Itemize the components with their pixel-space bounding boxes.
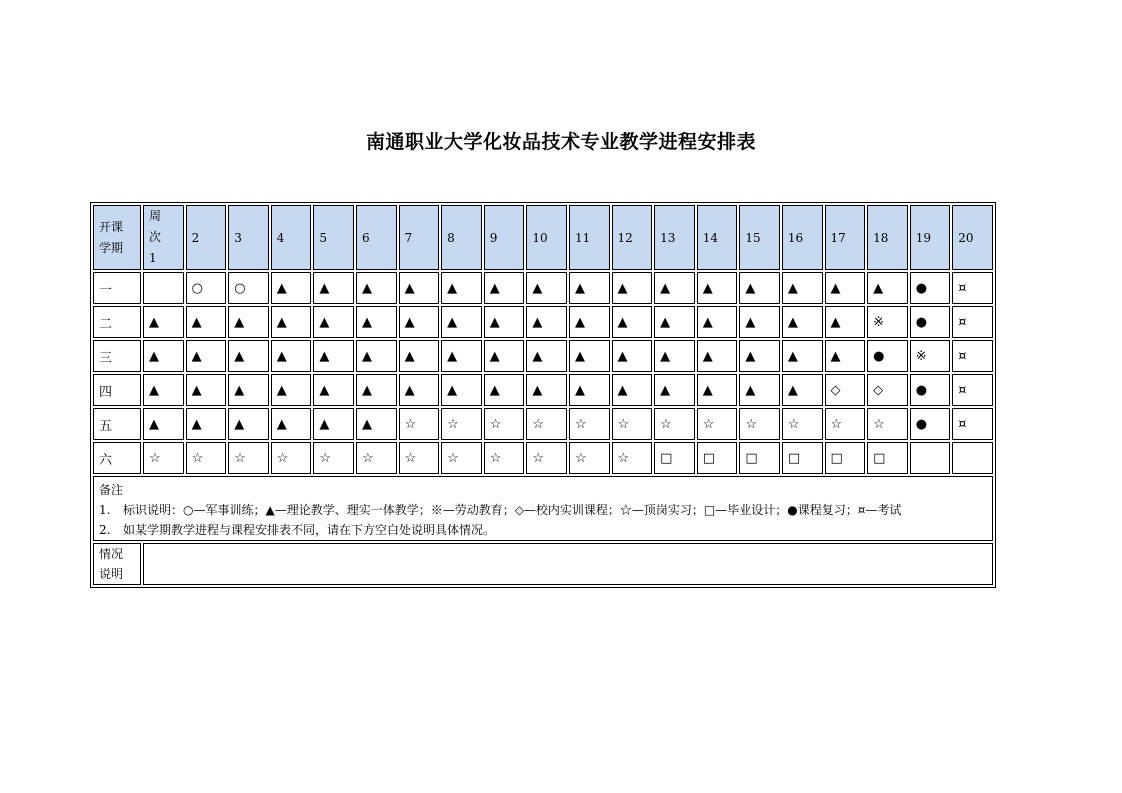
schedule-cell: ▲ <box>739 340 780 372</box>
week-header-3: 3 <box>228 205 269 270</box>
schedule-cell: ▲ <box>441 306 482 338</box>
schedule-cell: ▲ <box>612 272 653 304</box>
week-header-12: 12 <box>612 205 653 270</box>
schedule-cell: ▲ <box>569 340 610 372</box>
note-item-2 <box>99 520 992 540</box>
schedule-cell: ☆ <box>228 442 269 474</box>
schedule-cell: ☆ <box>867 408 908 440</box>
term-row <box>93 374 993 406</box>
notes-row <box>93 476 993 541</box>
schedule-cell: ☆ <box>612 442 653 474</box>
schedule-cell: ▲ <box>867 272 908 304</box>
schedule-cell: ▲ <box>399 340 440 372</box>
schedule-cell: ◇ <box>867 374 908 406</box>
schedule-cell: ▲ <box>569 272 610 304</box>
term-label-cell: 二 <box>93 306 141 338</box>
week-header-4: 4 <box>271 205 312 270</box>
schedule-cell: ☆ <box>186 442 227 474</box>
schedule-cell <box>910 442 951 474</box>
schedule-table <box>90 202 996 588</box>
schedule-cell: ☆ <box>612 408 653 440</box>
schedule-cell: ▲ <box>526 306 567 338</box>
note-item-1 <box>99 500 992 520</box>
term-row <box>93 272 993 304</box>
schedule-cell: ▲ <box>143 340 184 372</box>
schedule-cell: ● <box>910 408 951 440</box>
schedule-cell: ▲ <box>271 408 312 440</box>
schedule-cell: ▲ <box>399 272 440 304</box>
schedule-cell <box>952 442 993 474</box>
schedule-cell: ※ <box>910 340 951 372</box>
schedule-cell: ※ <box>867 306 908 338</box>
term-label-cell: 六 <box>93 442 141 474</box>
schedule-cell: ☆ <box>526 408 567 440</box>
schedule-cell: ▲ <box>271 306 312 338</box>
schedule-cell: ▲ <box>271 272 312 304</box>
schedule-cell: ▲ <box>526 272 567 304</box>
schedule-cell: ● <box>910 272 951 304</box>
week-header-20: 20 <box>952 205 993 270</box>
schedule-cell: ▲ <box>356 340 397 372</box>
term-row <box>93 442 993 474</box>
schedule-cell: ▲ <box>654 272 695 304</box>
schedule-cell: ☆ <box>441 408 482 440</box>
schedule-cell: ☆ <box>654 408 695 440</box>
term-header-line-2: 学期 <box>99 240 124 255</box>
term-row <box>93 306 993 338</box>
schedule-cell: ▲ <box>186 340 227 372</box>
schedule-cell: ☆ <box>739 408 780 440</box>
schedule-cell: ▲ <box>271 374 312 406</box>
week-header-10: 10 <box>526 205 567 270</box>
schedule-cell: ○ <box>186 272 227 304</box>
week-header-line-3: 1 <box>149 251 157 265</box>
note-item-2-text: 如某学期教学进程与课程安排表不同，请在下方空白处说明具体情况。 <box>123 523 496 537</box>
week-header-15: 15 <box>739 205 780 270</box>
schedule-cell: ▲ <box>484 272 525 304</box>
schedule-cell: ☆ <box>484 408 525 440</box>
schedule-cell: ▲ <box>654 306 695 338</box>
schedule-cell: □ <box>825 442 866 474</box>
schedule-cell: ▲ <box>313 374 354 406</box>
schedule-cell: ☆ <box>697 408 738 440</box>
schedule-cell: ▲ <box>697 374 738 406</box>
schedule-cell: ▲ <box>782 272 823 304</box>
term-header-cell <box>93 205 141 270</box>
week-header-line-1: 周 <box>149 209 162 223</box>
schedule-cell: ▲ <box>356 408 397 440</box>
schedule-cell: ▲ <box>739 374 780 406</box>
schedule-cell: ▲ <box>739 306 780 338</box>
schedule-cell: ▲ <box>825 340 866 372</box>
schedule-cell: ☆ <box>782 408 823 440</box>
schedule-cell: ☆ <box>484 442 525 474</box>
schedule-cell: ▲ <box>782 306 823 338</box>
schedule-cell: ▲ <box>484 306 525 338</box>
week-header-16: 16 <box>782 205 823 270</box>
schedule-cell: ▲ <box>825 306 866 338</box>
schedule-cell: ☆ <box>356 442 397 474</box>
schedule-cell: ▲ <box>228 340 269 372</box>
schedule-cell: ▲ <box>441 272 482 304</box>
notes-heading: 备注 <box>99 483 124 497</box>
term-row <box>93 408 993 440</box>
note-item-1-number: 1. <box>99 503 111 517</box>
schedule-cell: ☆ <box>399 408 440 440</box>
week-header-5: 5 <box>313 205 354 270</box>
schedule-cell: ☆ <box>526 442 567 474</box>
schedule-cell: ☆ <box>441 442 482 474</box>
schedule-cell: ▲ <box>356 374 397 406</box>
term-row <box>93 340 993 372</box>
situation-label-line-2: 说明 <box>99 567 124 581</box>
situation-label-cell <box>93 543 141 585</box>
schedule-cell: ▲ <box>228 306 269 338</box>
week-header-13: 13 <box>654 205 695 270</box>
schedule-cell: □ <box>654 442 695 474</box>
week-header-8: 8 <box>441 205 482 270</box>
schedule-cell: ▲ <box>697 306 738 338</box>
schedule-cell <box>143 272 184 304</box>
schedule-cell: ▲ <box>228 408 269 440</box>
schedule-cell: ▲ <box>441 374 482 406</box>
schedule-cell: ● <box>910 306 951 338</box>
schedule-cell: ☆ <box>825 408 866 440</box>
schedule-cell: ▲ <box>526 340 567 372</box>
schedule-cell: ☆ <box>313 442 354 474</box>
schedule-cell: ▲ <box>526 374 567 406</box>
schedule-cell: ▲ <box>228 374 269 406</box>
situation-row <box>93 543 993 585</box>
situation-content-field[interactable] <box>143 543 993 585</box>
schedule-cell: ▲ <box>186 374 227 406</box>
note-item-1-text: 标识说明：○—军事训练；▲—理论教学、理实一体教学；※—劳动教育；◇—校内实训课程；☆—顶岗实习；□—毕业设计；●课程复习；¤—考试 <box>123 503 902 517</box>
schedule-cell: ▲ <box>143 408 184 440</box>
header-row <box>93 205 993 270</box>
schedule-cell: ▲ <box>313 306 354 338</box>
schedule-cell: ▲ <box>782 340 823 372</box>
schedule-cell: ▲ <box>654 374 695 406</box>
week-header-2: 2 <box>186 205 227 270</box>
term-label-cell: 一 <box>93 272 141 304</box>
schedule-cell: ▲ <box>697 272 738 304</box>
schedule-cell: ▲ <box>186 408 227 440</box>
schedule-cell: ▲ <box>612 374 653 406</box>
notes-cell <box>93 476 993 541</box>
schedule-cell: ¤ <box>952 340 993 372</box>
schedule-cell: ▲ <box>356 272 397 304</box>
schedule-cell: ▲ <box>186 306 227 338</box>
schedule-cell: ☆ <box>143 442 184 474</box>
week-header-7: 7 <box>399 205 440 270</box>
schedule-cell: ▲ <box>356 306 397 338</box>
schedule-cell: ¤ <box>952 306 993 338</box>
week-header-cell <box>143 205 184 270</box>
schedule-cell: ▲ <box>313 272 354 304</box>
schedule-cell: □ <box>867 442 908 474</box>
schedule-cell: ▲ <box>569 306 610 338</box>
schedule-cell: □ <box>782 442 823 474</box>
schedule-cell: ▲ <box>484 340 525 372</box>
schedule-cell: ▲ <box>313 408 354 440</box>
schedule-cell: ▲ <box>271 340 312 372</box>
schedule-cell: □ <box>697 442 738 474</box>
schedule-cell: ▲ <box>697 340 738 372</box>
week-header-6: 6 <box>356 205 397 270</box>
schedule-cell: ◇ <box>825 374 866 406</box>
week-header-17: 17 <box>825 205 866 270</box>
schedule-cell: ▲ <box>313 340 354 372</box>
situation-label-line-1: 情况 <box>99 547 124 561</box>
schedule-cell: ▲ <box>612 340 653 372</box>
schedule-cell: ▲ <box>825 272 866 304</box>
schedule-cell: ☆ <box>569 442 610 474</box>
schedule-cell: ¤ <box>952 408 993 440</box>
schedule-cell: □ <box>739 442 780 474</box>
schedule-cell: ▲ <box>143 306 184 338</box>
schedule-cell: ▲ <box>782 374 823 406</box>
schedule-cell: ▲ <box>143 374 184 406</box>
schedule-cell: ▲ <box>612 306 653 338</box>
schedule-cell: ☆ <box>271 442 312 474</box>
term-label-cell: 四 <box>93 374 141 406</box>
page-title: 南通职业大学化妆品技术专业教学进程安排表 <box>365 131 756 153</box>
schedule-cell: ¤ <box>952 272 993 304</box>
schedule-cell: ☆ <box>569 408 610 440</box>
schedule-cell: ○ <box>228 272 269 304</box>
week-header-19: 19 <box>910 205 951 270</box>
schedule-cell: ▲ <box>739 272 780 304</box>
week-header-18: 18 <box>867 205 908 270</box>
week-header-line-2: 次 <box>149 230 162 244</box>
schedule-cell: ▲ <box>569 374 610 406</box>
week-header-11: 11 <box>569 205 610 270</box>
schedule-cell: ▲ <box>654 340 695 372</box>
schedule-cell: ● <box>867 340 908 372</box>
schedule-cell: ▲ <box>441 340 482 372</box>
term-header-line-1: 开课 <box>99 219 124 234</box>
term-label-cell: 三 <box>93 340 141 372</box>
schedule-cell: ▲ <box>399 374 440 406</box>
note-item-2-number: 2. <box>99 523 111 537</box>
week-header-14: 14 <box>697 205 738 270</box>
term-label-cell: 五 <box>93 408 141 440</box>
schedule-cell: ¤ <box>952 374 993 406</box>
schedule-cell: ▲ <box>484 374 525 406</box>
schedule-cell: ▲ <box>399 306 440 338</box>
schedule-cell: ● <box>910 374 951 406</box>
schedule-cell: ☆ <box>399 442 440 474</box>
week-header-9: 9 <box>484 205 525 270</box>
